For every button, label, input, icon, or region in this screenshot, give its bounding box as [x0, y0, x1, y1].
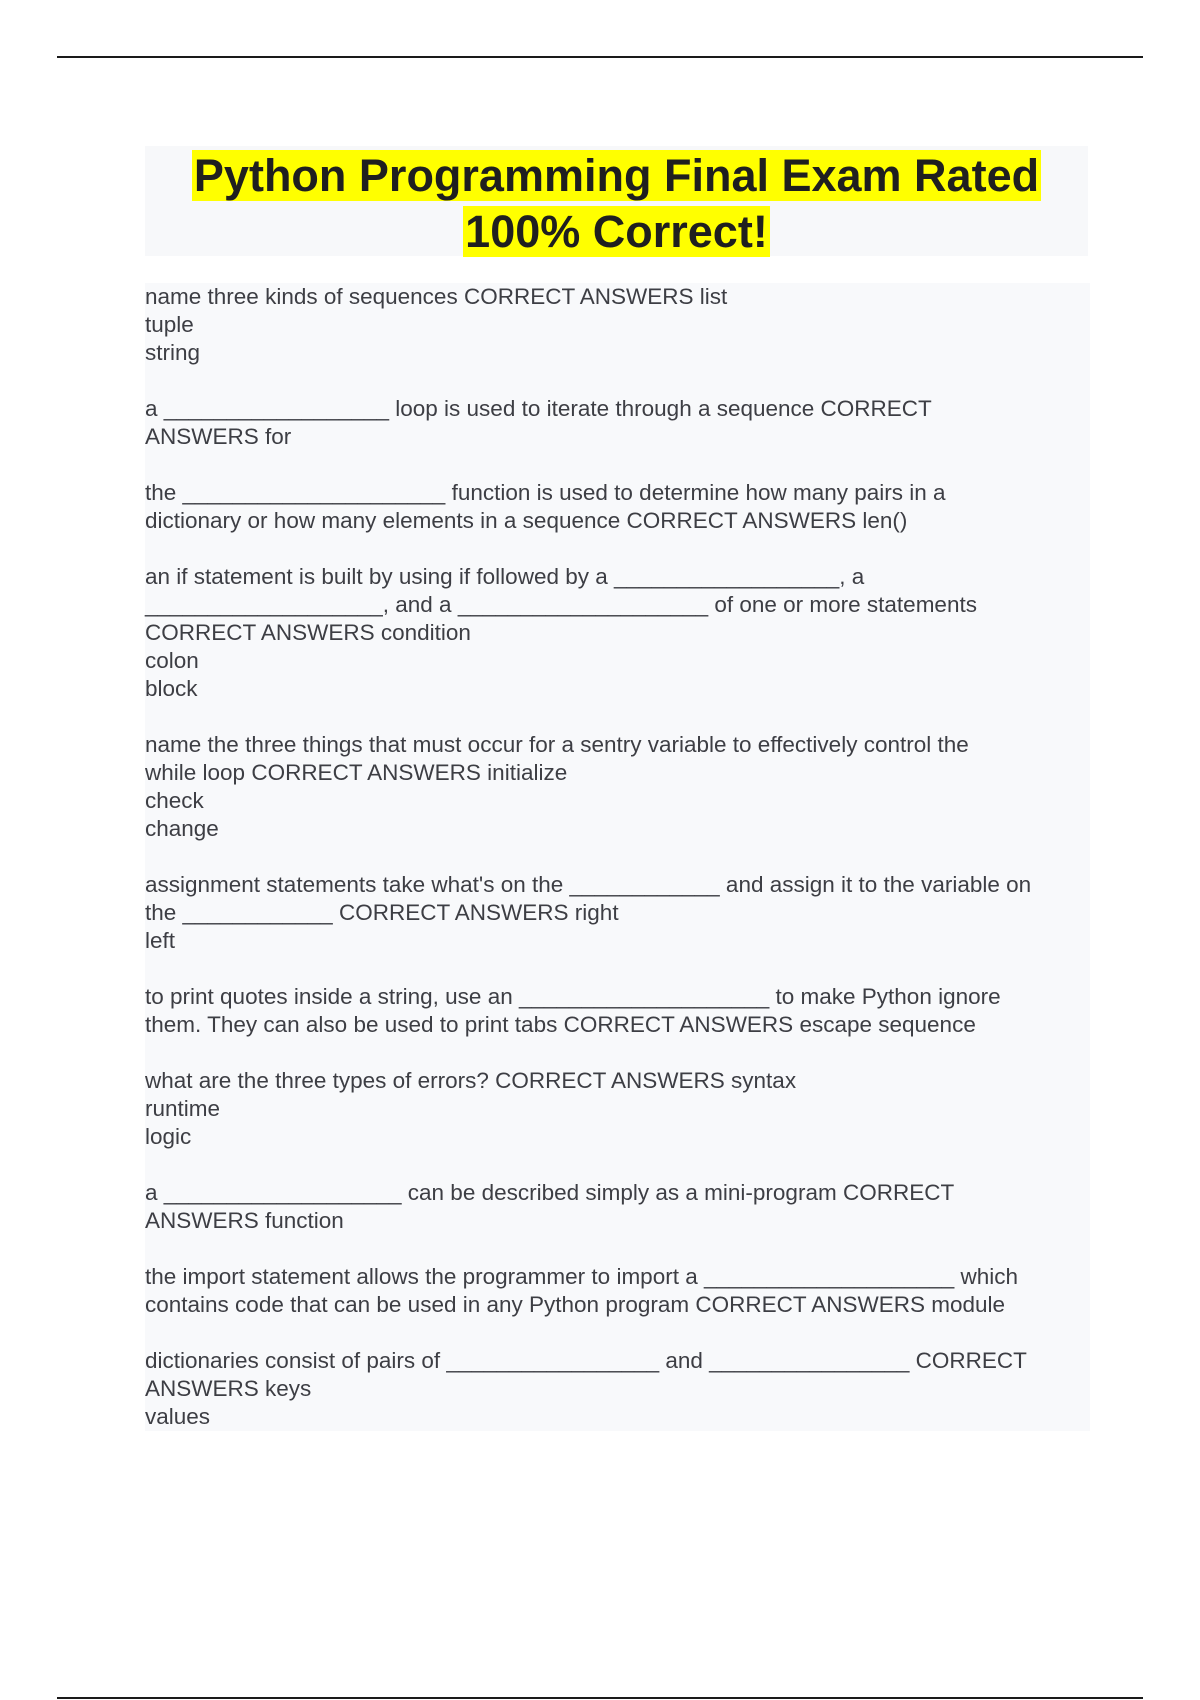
- qa-item: dictionaries consist of pairs of _________________ and ________________ CORRECT ANSWERS keys values: [145, 1348, 1027, 1429]
- qa-item: name three kinds of sequences CORRECT ANSWERS list tuple string: [145, 284, 728, 365]
- qa-item: the _____________________ function is used to determine how many pairs in a dictionary or how many elements in a sequence CORRECT ANSWERS len(): [145, 480, 946, 533]
- qa-list: [145, 283, 1090, 1431]
- title-block: [145, 146, 1088, 256]
- document-title: [145, 146, 1088, 260]
- header-rule: [57, 56, 1143, 58]
- qa-item: to print quotes inside a string, use an ____________________ to make Python ignore them. They can also be used to print tabs CORRECT ANSWERS escape sequence: [145, 984, 1001, 1037]
- qa-item: the import statement allows the programmer to import a ____________________ which contains code that can be used in any Python program CORRECT ANSWERS module: [145, 1264, 1019, 1317]
- qa-item: an if statement is built by using if followed by a __________________, a ___________________, and a ____________________ of one or more statements CORRECT ANSWERS condition colon block: [145, 564, 977, 701]
- title-line-1: Python Programming Final Exam Rated: [193, 150, 1040, 201]
- title-line-2: 100% Correct!: [465, 206, 768, 257]
- qa-item: a __________________ loop is used to iterate through a sequence CORRECT ANSWERS for: [145, 396, 932, 449]
- qa-item: assignment statements take what's on the ____________ and assign it to the variable on the ____________ CORRECT ANSWERS right left: [145, 872, 1032, 953]
- qa-item: what are the three types of errors? CORRECT ANSWERS syntax runtime logic: [145, 1068, 797, 1149]
- qa-item: name the three things that must occur for a sentry variable to effectively control the while loop CORRECT ANSWERS initialize check change: [145, 732, 969, 841]
- footer-rule: [57, 1697, 1143, 1699]
- qa-item: a ___________________ can be described simply as a mini-program CORRECT ANSWERS function: [145, 1180, 955, 1233]
